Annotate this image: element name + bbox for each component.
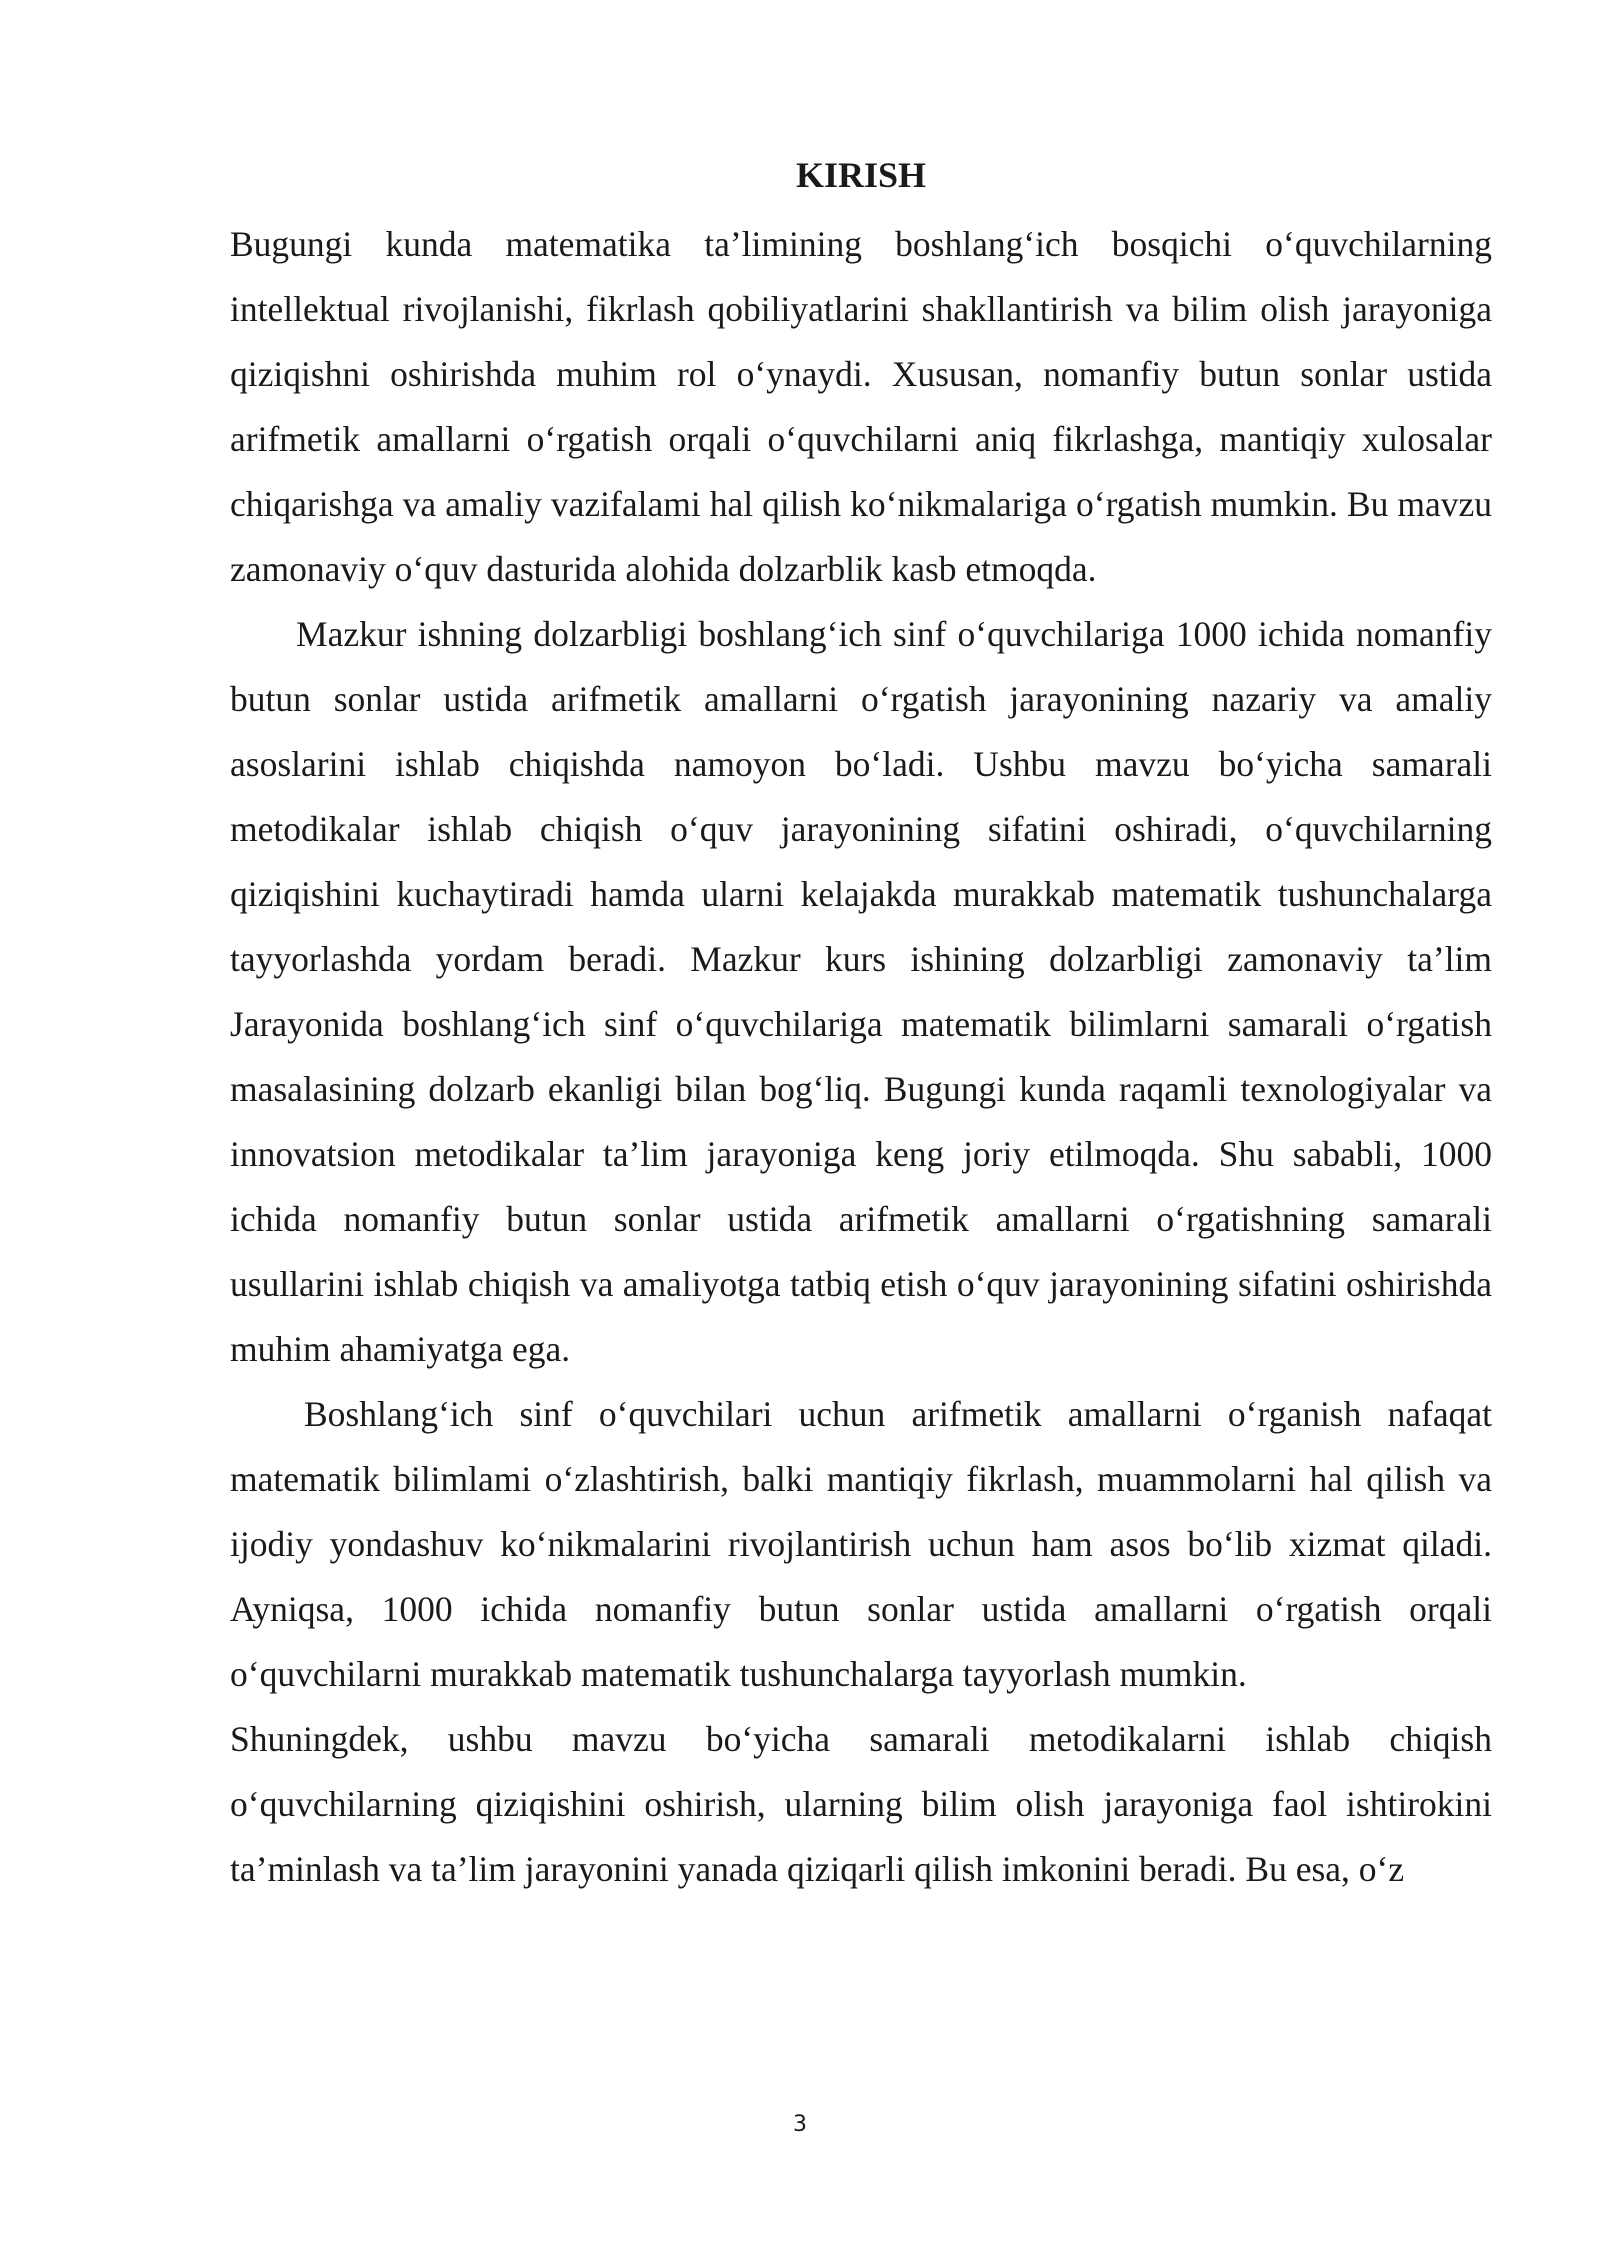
section-heading: KIRISH [795,155,927,195]
page-number: 3 [793,2112,807,2137]
page-content [230,148,1492,1902]
paragraph-relevance: Mazkur ishning dolzarbligi boshlang‘ich sinf o‘quvchilariga 1000 ichida nomanfiy butun sonlar ustida arifmetik amallarni o‘rgatish jarayonining nazariy va amaliy asoslarini ishlab chiqishda namoyon bo‘ladi. Ushbu mavzu bo‘yicha samarali metodikalar ishlab chiqish o‘quv jarayonining sifatini oshiradi, o‘quvchilarning qiziqishini kuchaytiradi hamda ularni kelajakda murakkab matematik tushunchalarga tayyorlashda yordam beradi. Mazkur kurs ishining dolzarbligi zamonaviy ta’lim Jarayonida boshlang‘ich sinf o‘quvchilariga matematik bilimlarni samarali o‘rgatish masalasining dolzarb ekanligi bilan bog‘liq. Bugungi kunda raqamli texnologiyalar va innovatsion metodikalar ta’lim jarayoniga keng joriy etilmoqda. Shu sababli, 1000 ichida nomanfiy butun sonlar ustida arifmetik amallarni o‘rgatishning samarali usullarini ishlab chiqish va amaliyotga tatbiq etish o‘quv jarayonining sifatini oshirishda muhim ahamiyatga ega. [230,614,1492,1369]
paragraph-intro: Bugungi kunda matematika ta’limining boshlang‘ich bosqichi o‘quvchilarning intellektual rivojlanishi, fikrlash qobiliyatlarini shakllantirish va bilim olish jarayoniga qiziqishni oshirishda muhim rol o‘ynaydi. Xususan, nomanfiy butun sonlar ustida arifmetik amallarni o‘rgatish orqali o‘quvchilarni aniq fikrlashga, mantiqiy xulosalar chiqarishga va amaliy vazifalami hal qilish ko‘nikmalariga o‘rgatish mumkin. Bu mavzu zamonaviy o‘quv dasturida alohida dolzarblik kasb etmoqda. [230,224,1492,589]
paragraph-learning-operations: Boshlang‘ich sinf o‘quvchilari uchun arifmetik amallarni o‘rganish nafaqat matematik bilimlami o‘zlashtirish, balki mantiqiy fikrlash, muammolarni hal qilish va ijodiy yondashuv ko‘nikmalarini rivojlantirish uchun ham asos bo‘lib xizmat qiladi. Ayniqsa, 1000 ichida nomanfiy butun sonlar ustida amallarni o‘rgatish orqali o‘quvchilarni murakkab matematik tushunchalarga tayyorlash mumkin. [230,1394,1492,1694]
paragraph-methodology: Shuningdek, ushbu mavzu bo‘yicha samarali metodikalarni ishlab chiqish o‘quvchilarning qiziqishini oshirish, ularning bilim olish jarayoniga faol ishtirokini ta’minlash va ta’lim jarayonini yanada qiziqarli qilish imkonini beradi. Bu esa, o‘z [230,1719,1492,1889]
